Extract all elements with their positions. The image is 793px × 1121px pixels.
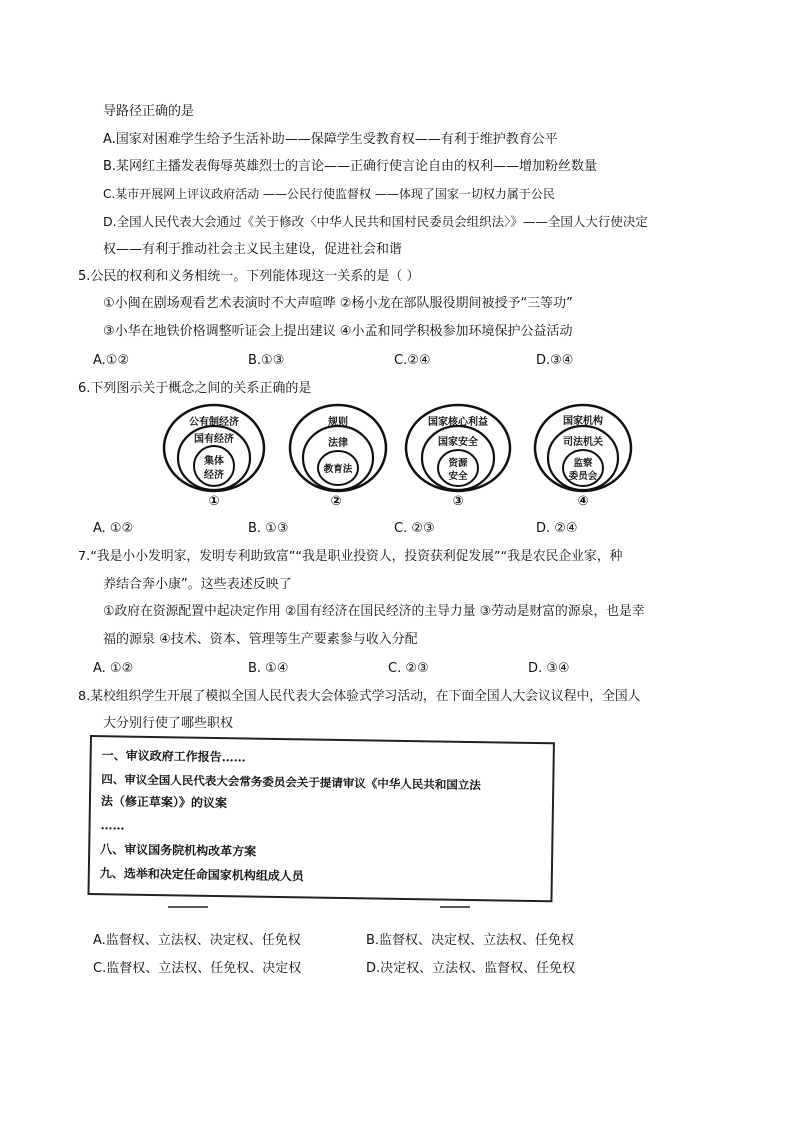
diagram-3-number: ③ (452, 494, 464, 509)
q7-choice-d: D. ③④ (528, 661, 570, 676)
q8-choice-b: B.监督权、决定权、立法权、任免权 (366, 933, 575, 948)
diagram-3-inner-label-1: 资源 (448, 458, 468, 469)
scan-artifact (168, 906, 208, 908)
agenda-ellipsis: …… (100, 818, 125, 833)
q8-stem: 8.某校组织学生开展了模拟全国人民代表大会体验式学习活动，在下面全国人大会议议程中，全国人 (78, 689, 641, 704)
q8-choice-c: C.监督权、立法权、任免权、决定权 (93, 961, 302, 976)
q5-choice-d: D.③④ (536, 353, 574, 368)
q4-option-a: A.国家对困难学生给予生活补助——保障学生受教育权——有利于维护教育公平 (103, 132, 558, 147)
diagram-4-outer-label: 国家机构 (563, 416, 603, 427)
diagram-1-number: ① (208, 494, 220, 509)
diagram-4-inner-label-1: 监察 (573, 458, 593, 469)
diagram-2-inner-label: 教育法 (323, 464, 353, 475)
q8-choice-d: D.决定权、立法权、监督权、任免权 (366, 961, 576, 976)
q7-choice-b: B. ①④ (248, 661, 289, 676)
q7-choice-c: C. ②③ (388, 661, 429, 676)
concept-diagram-3 (403, 403, 513, 513)
q6-stem: 6.下列图示关于概念之间的关系正确的是 (78, 381, 312, 396)
q5-choice-a: A.①② (93, 353, 130, 368)
q5-statement-line-1: ①小闽在剧场观看艺术表演时不大声喧哗 ②杨小龙在部队服役期间被授予“三等功” (103, 296, 573, 311)
q5-stem: 5.公民的权利和义务相统一。下列能体现这一关系的是（ ） (78, 269, 420, 284)
q5-choice-c: C.②④ (394, 353, 431, 368)
diagram-1-middle-label: 国有经济 (194, 434, 234, 445)
diagram-3-middle-label: 国家安全 (438, 437, 478, 448)
q4-option-c: C.某市开展网上评议政府活动 ——公民行使监督权 ——体现了国家一切权力属于公民 (103, 187, 555, 201)
scan-artifact (440, 906, 470, 908)
concept-diagram-2 (286, 403, 391, 513)
q7-stem-continued: 养结合奔小康”。这些表述反映了 (103, 577, 292, 592)
q6-choice-c: C. ②③ (394, 521, 435, 536)
q6-choice-b: B. ①③ (248, 521, 289, 536)
agenda-item-4: 四、审议全国人民代表大会常务委员会关于提请审议《中华人民共和国立法 (101, 772, 481, 793)
diagram-2-middle-label: 法律 (328, 438, 348, 449)
q8-choice-a: A.监督权、立法权、决定权、任免权 (93, 933, 301, 948)
diagram-4-inner-label-2: 委员会 (568, 471, 598, 482)
concept-diagram-1 (162, 403, 267, 513)
q8-stem-continued: 大分别行使了哪些职权 (103, 716, 234, 731)
meeting-agenda-box (87, 735, 554, 902)
diagram-2-number: ② (330, 494, 342, 509)
diagram-1-outer-label: 公有制经济 (189, 417, 239, 428)
concept-diagram-4 (531, 403, 636, 513)
q7-choice-a: A. ①② (93, 661, 134, 676)
q6-choice-a: A. ①② (93, 521, 134, 536)
q5-statement-line-2: ③小华在地铁价格调整听证会上提出建议 ④小孟和同学积极参加环境保护公益活动 (103, 324, 573, 339)
agenda-item-4-continued: 法（修正草案）》的议案 (100, 794, 228, 811)
diagram-1-inner-label-2: 经济 (204, 470, 224, 481)
q7-statement-line-1: ①政府在资源配置中起决定作用 ②国有经济在国民经济的主导力量 ③劳动是财富的源泉，也是幸 (103, 604, 645, 619)
q4-option-d-continued: 权——有利于推动社会主义民主建设，促进社会和谐 (103, 242, 403, 257)
agenda-item-8: 八、审议国务院机构改革方案 (100, 842, 257, 859)
q4-intro: 导路径正确的是 (103, 104, 195, 119)
q4-option-d: D.全国人民代表大会通过《关于修改〈中华人民共和国村民委员会组织法〉》——全国人大行使决定 (103, 214, 648, 229)
diagram-2-outer-label: 规则 (328, 417, 348, 428)
q6-choice-d: D. ②④ (536, 521, 578, 536)
diagram-3-outer-label: 国家核心利益 (428, 417, 488, 428)
q7-stem: 7.“我是小小发明家，发明专利助致富”“我是职业投资人，投资获利促发展”“我是农民企业家，种 (78, 549, 623, 564)
diagram-3-inner-label-2: 安全 (448, 471, 468, 482)
q5-choice-b: B.①③ (248, 353, 285, 368)
agenda-item-1: 一、审议政府工作报告…… (101, 748, 246, 765)
diagram-1-inner-label-1: 集体 (204, 456, 224, 467)
agenda-item-9: 九、选举和决定任命国家机构组成人员 (99, 866, 304, 884)
diagram-4-middle-label: 司法机关 (563, 437, 603, 448)
q7-statement-line-2: 福的源泉 ④技术、资本、管理等生产要素参与收入分配 (103, 632, 418, 647)
diagram-4-number: ④ (577, 494, 589, 509)
q4-option-b: B.某网红主播发表侮辱英雄烈士的言论——正确行使言论自由的权利——增加粉丝数量 (103, 159, 598, 174)
